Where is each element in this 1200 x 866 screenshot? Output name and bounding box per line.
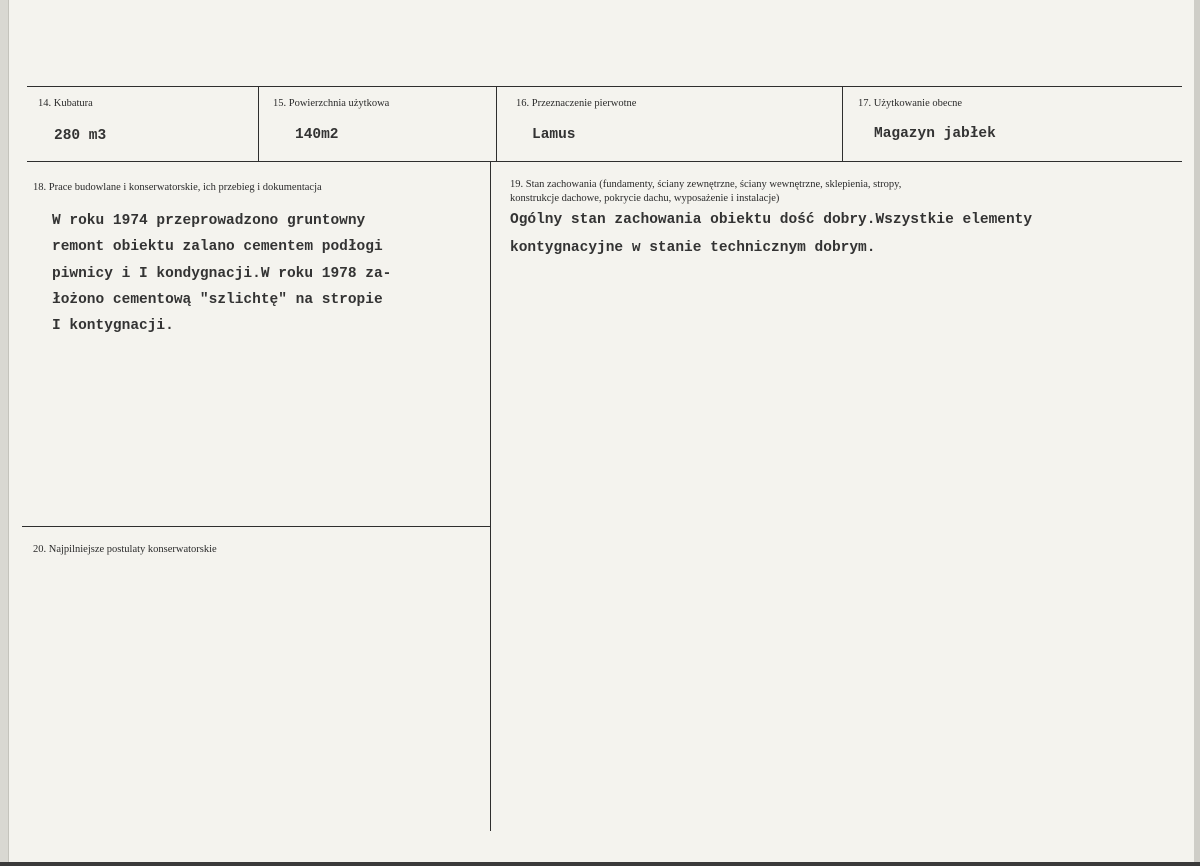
field-18-text bbox=[52, 208, 391, 339]
rule-col-15-16 bbox=[496, 86, 497, 162]
field-14-label: 14. Kubatura bbox=[38, 98, 93, 109]
field-19-label-cont: konstrukcje dachowe, pokrycie dachu, wyposażenie i instalacje) bbox=[510, 193, 780, 204]
field-17-value: Magazyn jabłek bbox=[874, 126, 996, 142]
field-14-value: 280 m3 bbox=[54, 128, 107, 144]
field-19-line: Ogólny stan zachowania obiektu dość dobry.Wszystkie elementy bbox=[510, 212, 1033, 228]
field-18-line: I kontygnacji. bbox=[52, 318, 174, 335]
field-18-line: piwnicy i I kondygnacji.W roku 1978 za- bbox=[52, 265, 392, 282]
field-19-label: 19. Stan zachowania (fundamenty, ściany zewnętrzne, ściany wewnętrzne, sklepienia, stropy, bbox=[510, 179, 902, 190]
rule-top bbox=[27, 86, 1182, 87]
field-19-line: kontygnacyjne w stanie technicznym dobrym. bbox=[510, 240, 876, 256]
field-18-line: remont obiektu zalano cementem podłogi bbox=[52, 239, 383, 256]
scan-edge-left bbox=[0, 0, 9, 866]
rule-col-14-15 bbox=[258, 86, 259, 162]
rule-row1-bottom bbox=[27, 161, 1182, 162]
field-15-value: 140m2 bbox=[295, 127, 339, 143]
field-18-line: łożono cementową "szlichtę" na stropie bbox=[52, 291, 383, 308]
field-18-line: W roku 1974 przeprowadzono gruntowny bbox=[52, 213, 366, 229]
field-16-label: 16. Przeznaczenie pierwotne bbox=[516, 98, 637, 109]
field-17-label: 17. Użytkowanie obecne bbox=[858, 98, 963, 109]
rule-col-16-17 bbox=[842, 86, 843, 162]
scan-edge-bottom bbox=[0, 862, 1200, 866]
field-16-value: Lamus bbox=[532, 127, 576, 143]
field-18-label: 18. Prace budowlane i konserwatorskie, ich przebieg i dokumentacja bbox=[33, 182, 322, 193]
rule-col-18-19 bbox=[490, 161, 491, 831]
field-20-label: 20. Najpilniejsze postulaty konserwatorskie bbox=[33, 544, 217, 555]
field-15-label: 15. Powierzchnia użytkowa bbox=[273, 98, 390, 109]
field-19-text bbox=[510, 206, 1032, 262]
scan-edge-right bbox=[1194, 0, 1200, 866]
rule-section-20-top bbox=[22, 526, 491, 527]
